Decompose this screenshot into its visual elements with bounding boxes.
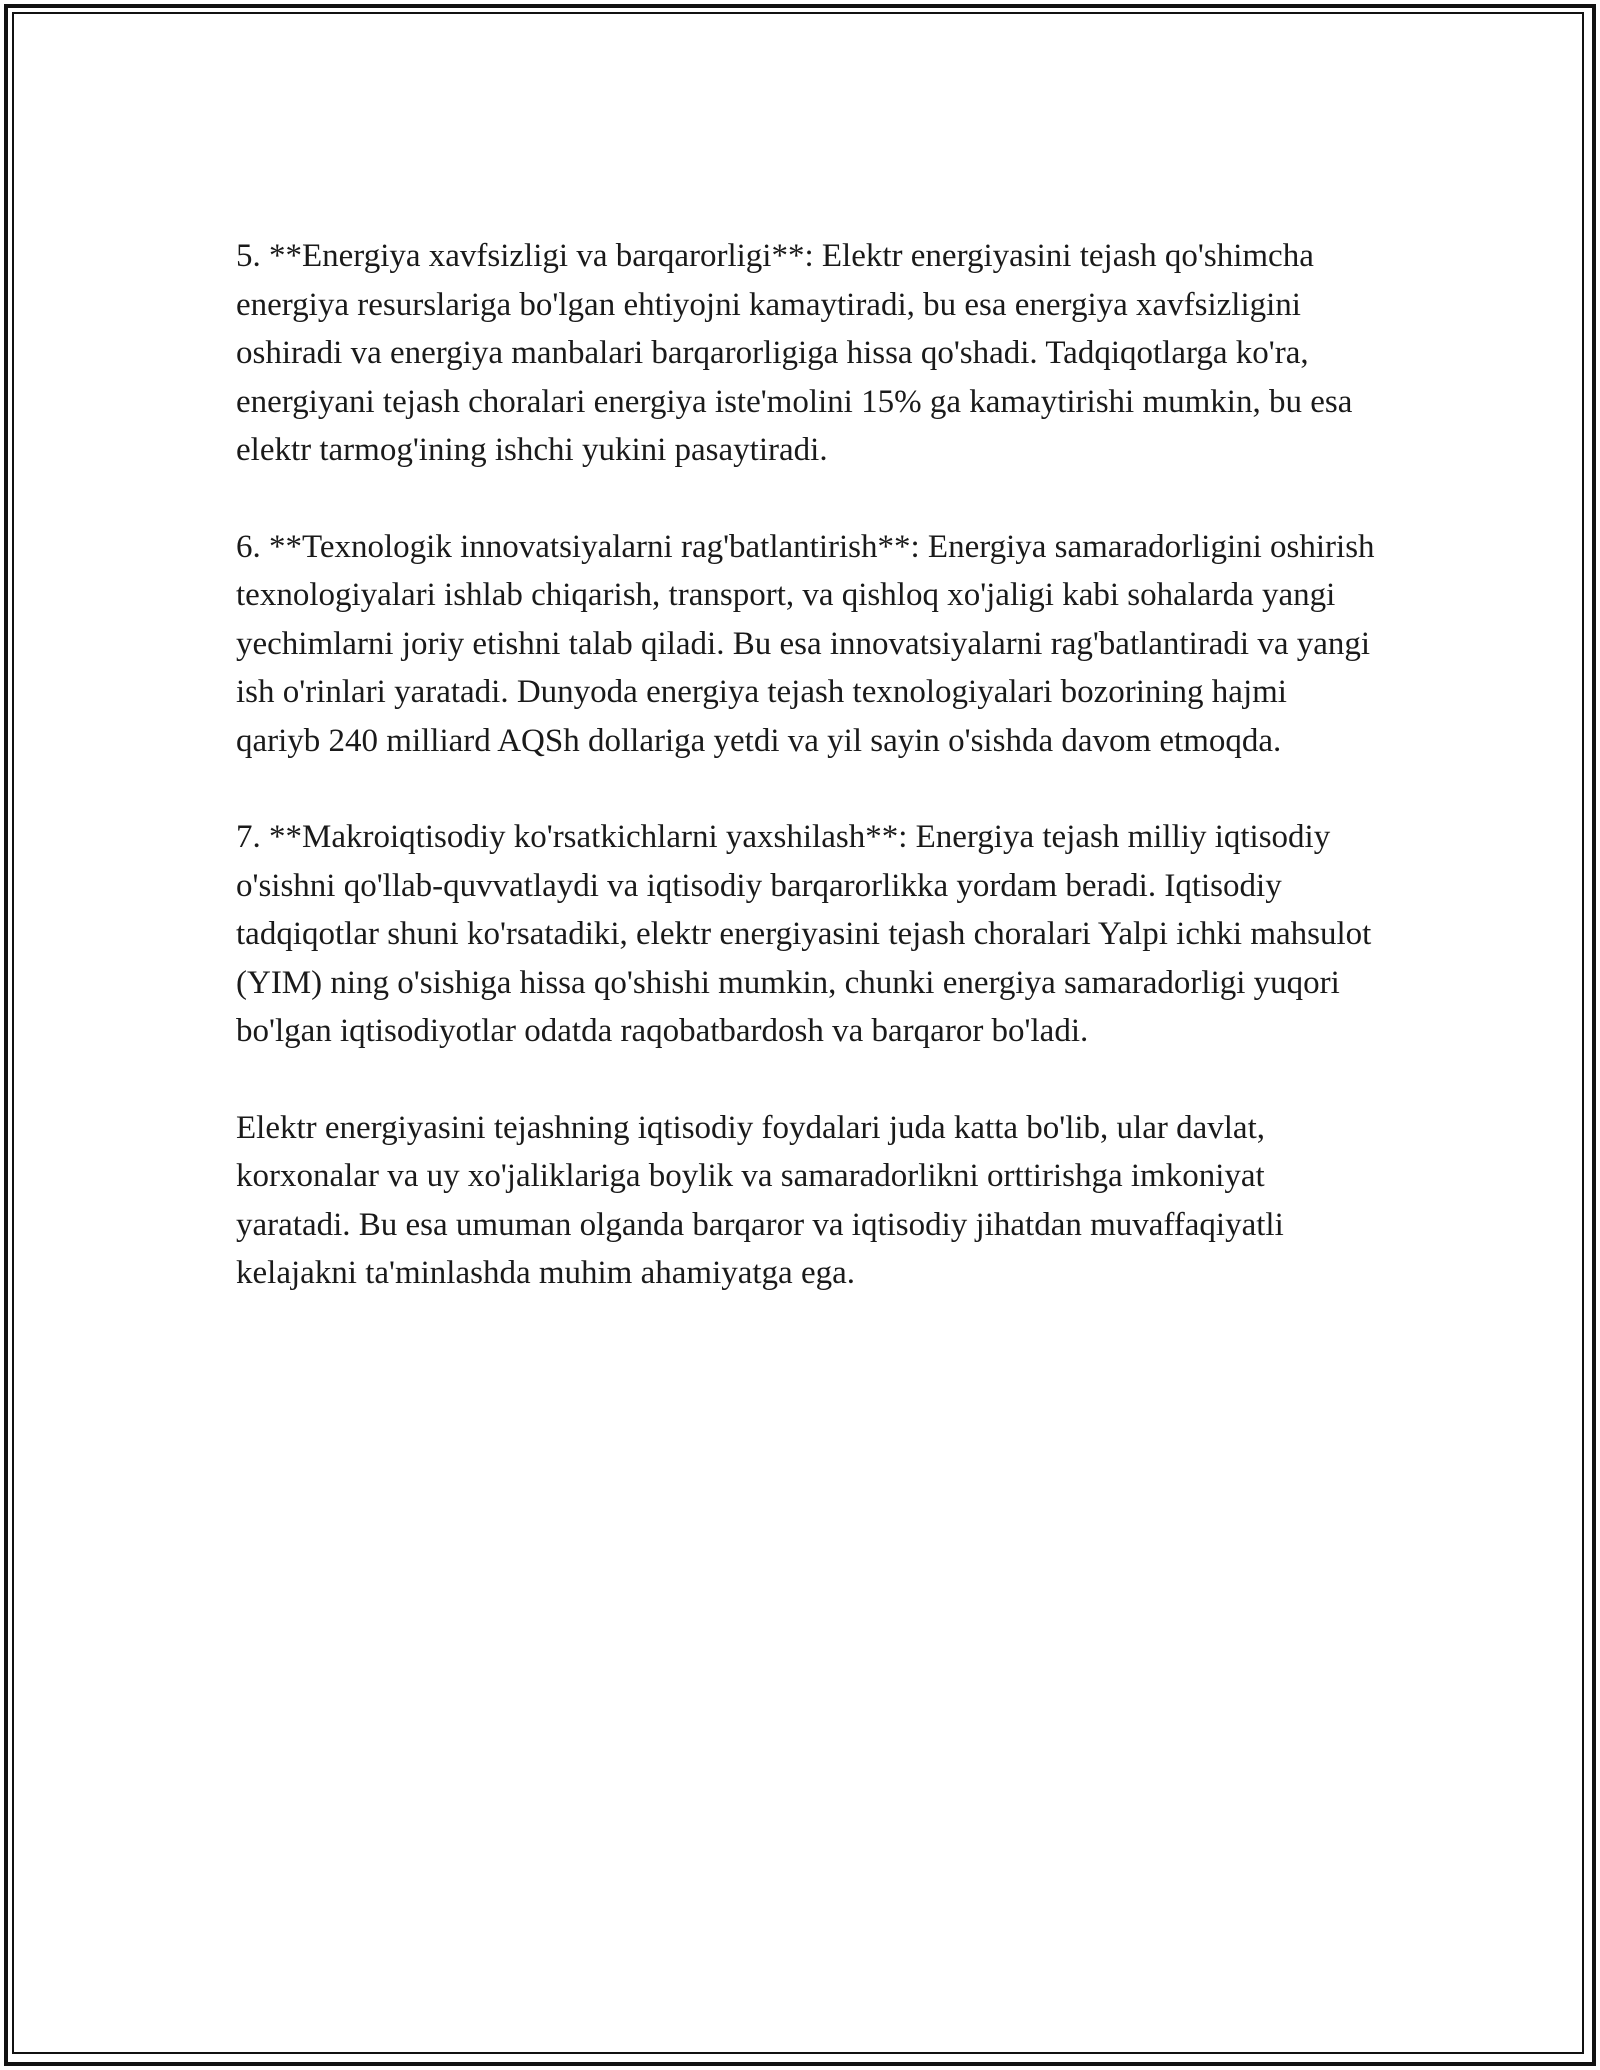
paragraph-tech-innovation: 6. **Texnologik innovatsiyalarni rag'batlantirish**: Energiya samaradorligini oshirish texnologiyalari ishlab chiqarish, transport, va qishloq xo'jaligi kabi sohalarda yangi yechimlarni joriy etishni talab qiladi. Bu esa innovatsiyalarni rag'batlantiradi va yangi ish o'rinlari yaratadi. Dunyoda energiya tejash texnologiyalari bozorining hajmi qariyb 240 milliard AQSh dollariga yetdi va yil sayin o'sishda davom etmoqda.	[236, 528, 1375, 759]
document-body	[236, 232, 1376, 1346]
paragraph-energy-security: 5. **Energiya xavfsizligi va barqarorligi**: Elektr energiyasini tejash qo'shimcha energiya resurslariga bo'lgan ehtiyojni kamaytiradi, bu esa energiya xavfsizligini oshiradi va energiya manbalari barqarorligiga hissa qo'shadi. Tadqiqotlarga ko'ra, energiyani tejash choralari energiya iste'molini 15% ga kamaytirishi mumkin, bu esa elektr tarmog'ining ishchi yukini pasaytiradi.	[236, 238, 1353, 468]
paragraph-conclusion: Elektr energiyasini tejashning iqtisodiy foydalari juda katta bo'lib, ular davlat, korxonalar va uy xo'jaliklariga boylik va samaradorlikni orttirishga imkoniyat yaratadi. Bu esa umuman olganda barqaror va iqtisodiy jihatdan muvaffaqiyatli kelajakni ta'minlashda muhim ahamiyatga ega.	[236, 1109, 1284, 1291]
paragraph-macroeconomic: 7. **Makroiqtisodiy ko'rsatkichlarni yaxshilash**: Energiya tejash milliy iqtisodiy o'sishni qo'llab-quvvatlaydi va iqtisodiy barqarorlikka yordam beradi. Iqtisodiy tadqiqotlar shuni ko'rsatadiki, elektr energiyasini tejash choralari Yalpi ichki mahsulot (YIM) ning o'sishiga hissa qo'shishi mumkin, chunki energiya samaradorligi yuqori bo'lgan iqtisodiyotlar odatda raqobatbardosh va barqaror bo'ladi.	[236, 819, 1372, 1049]
